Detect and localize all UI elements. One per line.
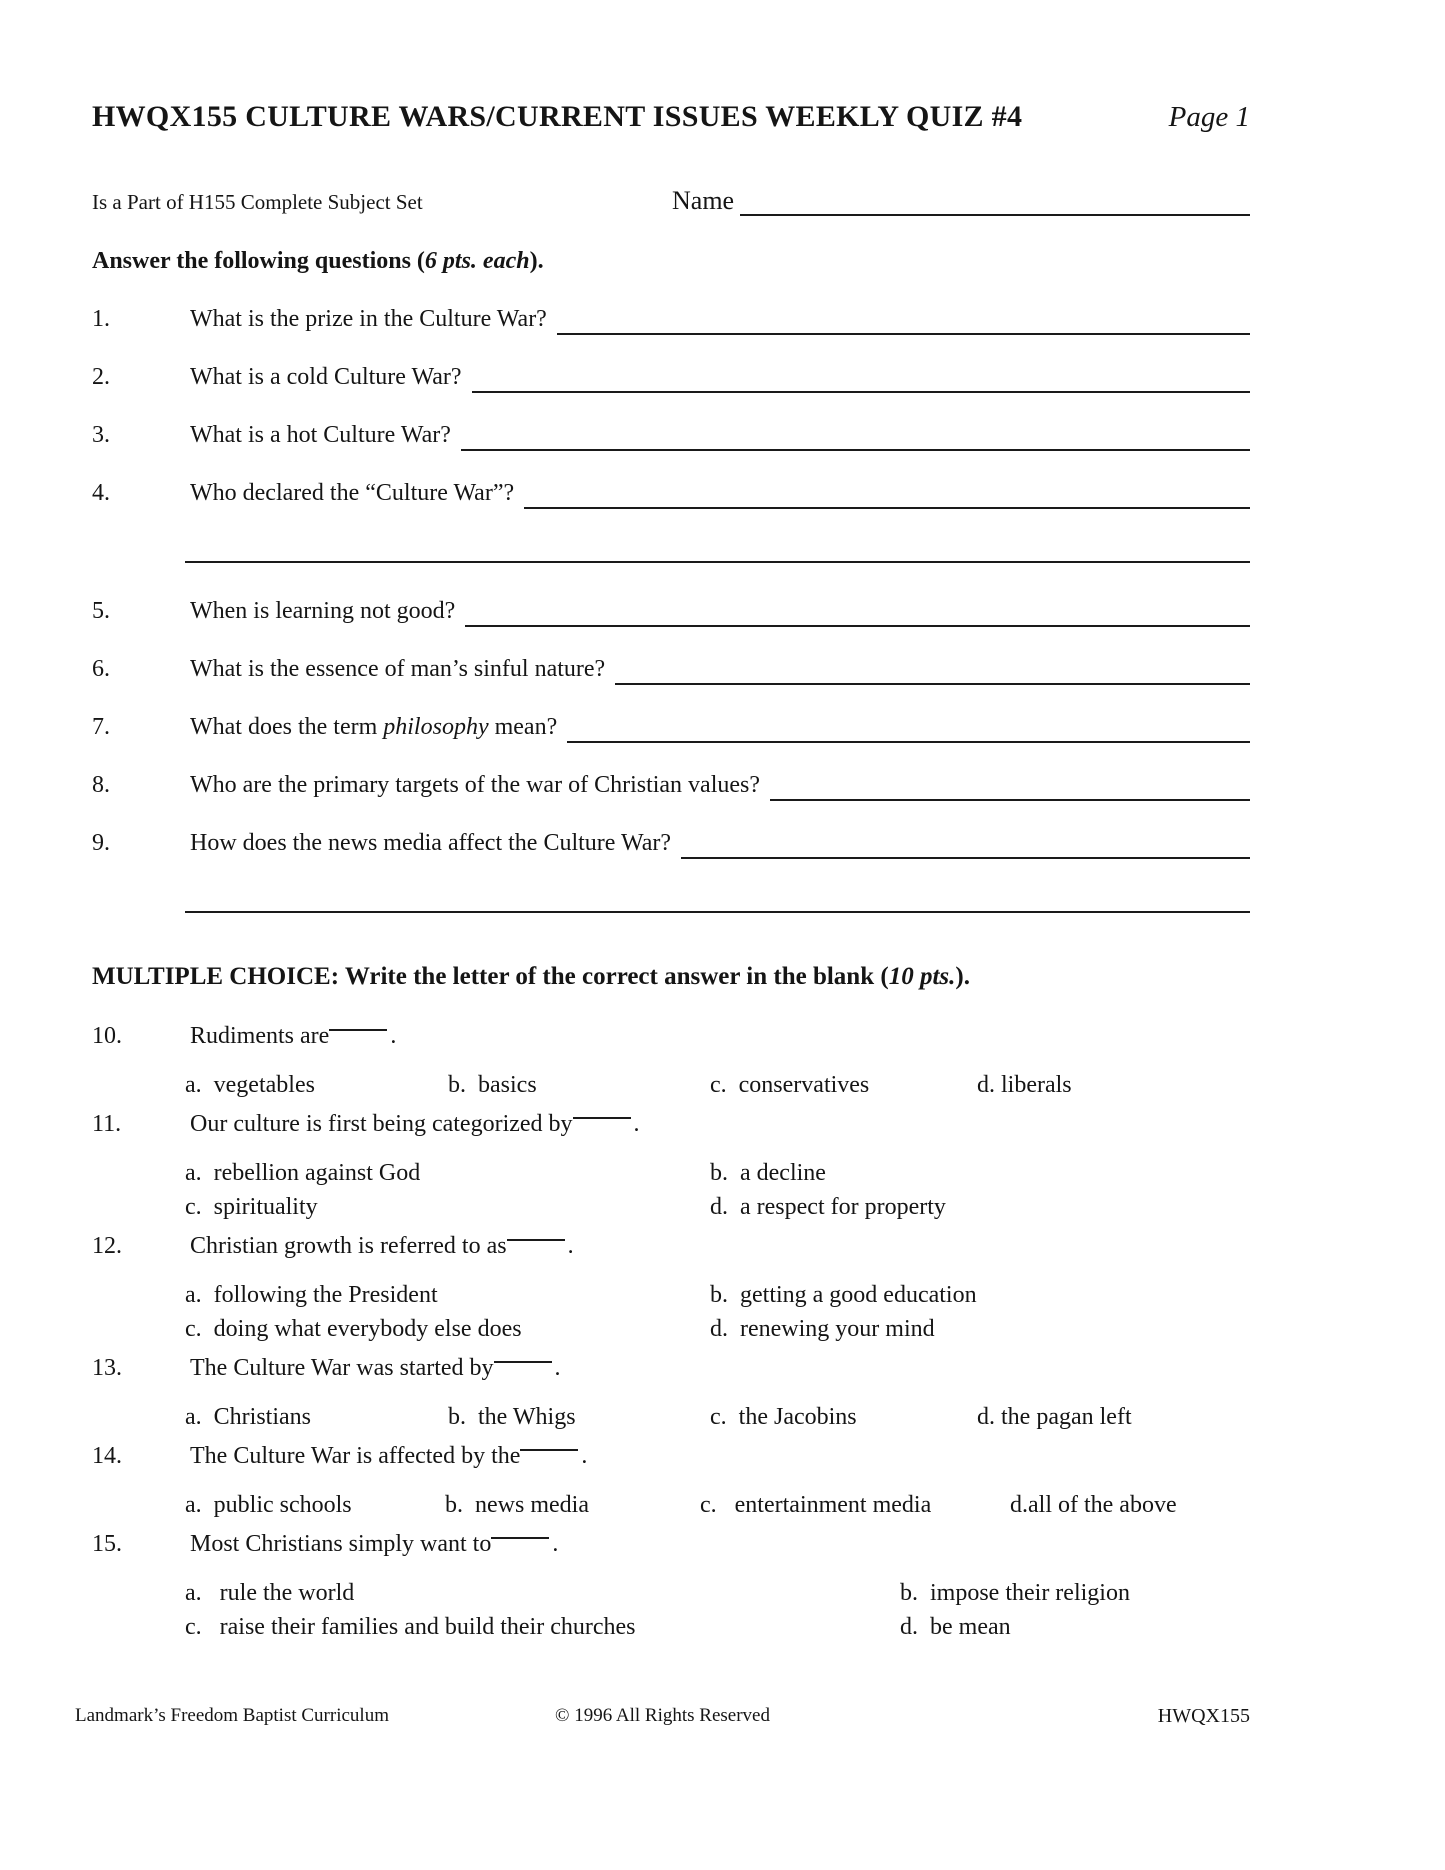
stem-period: . [567,1233,574,1259]
mc-options [185,1491,1250,1519]
question-row [92,477,1250,509]
question-row [92,653,1250,685]
question-text: Rudiments are [190,1023,330,1049]
mc-answer-blank[interactable] [494,1353,552,1363]
answer-blank[interactable] [615,653,1250,685]
page-number: Page 1 [1168,101,1250,133]
question-body [190,303,1250,335]
mc-option: c. conservatives [710,1072,870,1098]
mc-question-stem [92,1529,1250,1559]
question-number: 4. [92,480,110,506]
question-text [190,419,451,451]
answer-blank[interactable] [461,419,1250,451]
mc-option: d. renewing your mind [710,1316,935,1342]
mc-answer-blank[interactable] [507,1231,565,1241]
mc-question-stem [92,1231,1250,1261]
mc-question [92,1231,1250,1343]
question-row [92,827,1250,859]
italic-text: 10 pts. [888,963,956,990]
question-body [190,769,1250,801]
question-body [190,711,1250,743]
question-number: 15. [92,1531,122,1557]
footer-code: HWQX155 [1157,1705,1250,1727]
question-text [190,711,557,743]
text: What is a cold Culture War? [190,364,462,390]
mc-option: c. raise their families and build their churches [185,1614,636,1640]
question-row [92,769,1250,801]
short-answer-instructions [92,248,1250,275]
answer-blank[interactable] [472,361,1250,393]
italic-text: 6 pts. each [424,248,530,274]
mc-option: b. getting a good education [710,1282,977,1308]
text: ). [529,248,544,274]
mc-options [185,1159,1250,1221]
mc-option: c. spirituality [185,1194,318,1220]
question-body [190,827,1250,859]
question-text: The Culture War is affected by the [190,1443,521,1469]
mc-options [185,1281,1250,1343]
text: What does the term [190,714,384,740]
mc-option: a. vegetables [185,1072,315,1098]
question-number: 2. [92,364,110,390]
mc-question [92,1353,1250,1431]
mc-option: a. rule the world [185,1580,355,1606]
text: mean? [488,714,558,740]
text: What is the prize in the Culture War? [190,306,547,332]
answer-blank-continuation[interactable] [185,561,1250,563]
mc-option: b. impose their religion [900,1580,1130,1606]
mc-question [92,1021,1250,1099]
stem-period: . [552,1531,559,1557]
name-blank[interactable] [740,186,1250,216]
question-text [190,361,462,393]
question-row [92,303,1250,335]
mc-option: d.all of the above [1010,1492,1177,1518]
text: When is learning not good? [190,598,456,624]
text: Who declared the “Culture War”? [190,480,515,506]
text: ). [955,963,970,990]
question-row [92,361,1250,393]
question-text [190,595,455,627]
mc-option: d. be mean [900,1614,1011,1640]
name-field-group [672,186,1250,216]
question-text [190,827,671,859]
mc-answer-blank[interactable] [491,1529,549,1539]
mc-option: c. doing what everybody else does [185,1316,522,1342]
mc-option: b. a decline [710,1160,826,1186]
answer-blank-continuation[interactable] [185,911,1250,913]
stem-period: . [581,1443,588,1469]
question-row [92,595,1250,627]
question-number: 9. [92,830,110,856]
footer-copyright: © 1996 All Rights Reserved [555,1705,770,1726]
question-text [190,303,547,335]
mc-option: a. public schools [185,1492,352,1518]
question-row [92,711,1250,743]
question-body [190,477,1250,509]
short-answer-section [92,303,1250,913]
answer-blank[interactable] [770,769,1250,801]
text: What is the essence of man’s sinful nature? [190,656,606,682]
question-text: Our culture is first being categorized by [190,1111,573,1137]
stem-period: . [633,1111,640,1137]
multiple-choice-section [92,1021,1250,1641]
question-number: 7. [92,714,110,740]
question-body [190,595,1250,627]
question-number: 11. [92,1111,122,1137]
mc-option: b. news media [445,1492,589,1518]
mc-option: d. a respect for property [710,1194,946,1220]
question-number: 10. [92,1023,122,1049]
mc-question [92,1109,1250,1221]
header [92,100,1250,134]
subheader [92,186,1250,216]
stem-period: . [390,1023,397,1049]
mc-answer-blank[interactable] [520,1441,578,1451]
mc-option: d. the pagan left [977,1404,1132,1430]
question-number: 12. [92,1233,122,1259]
question-text [190,769,760,801]
mc-question-stem [92,1353,1250,1383]
mc-options [185,1071,1250,1099]
text: Who are the primary targets of the war of Christian values? [190,772,761,798]
mc-question-stem [92,1441,1250,1471]
question-body [190,361,1250,393]
subject-note: Is a Part of H155 Complete Subject Set [92,190,423,214]
question-body [190,419,1250,451]
mc-question [92,1529,1250,1641]
question-text: Most Christians simply want to [190,1531,492,1557]
text: MULTIPLE CHOICE: Write the letter of the correct answer in the blank ( [92,963,889,990]
name-label: Name [672,186,735,215]
footer-publisher: Landmark’s Freedom Baptist Curriculum [75,1705,389,1726]
question-number: 13. [92,1355,122,1381]
answer-blank[interactable] [465,595,1250,627]
mc-question-stem [92,1021,1250,1051]
mc-option: c. the Jacobins [710,1404,857,1430]
text: Answer the following questions ( [92,248,425,274]
question-number: 1. [92,306,110,332]
question-row [92,419,1250,451]
multiple-choice-heading [92,963,1250,991]
mc-option: a. Christians [185,1404,311,1430]
question-number: 6. [92,656,110,682]
question-text [190,477,514,509]
question-text [190,653,605,685]
text: How does the news media affect the Culture War? [190,830,672,856]
mc-answer-blank[interactable] [329,1021,387,1031]
stem-period: . [554,1355,561,1381]
question-text: Christian growth is referred to as [190,1233,507,1259]
mc-option: c. entertainment media [700,1492,932,1518]
question-number: 14. [92,1443,122,1469]
question-number: 3. [92,422,110,448]
mc-options [185,1579,1250,1641]
answer-blank[interactable] [567,711,1250,743]
question-number: 8. [92,772,110,798]
mc-option: a. rebellion against God [185,1160,421,1186]
question-number: 5. [92,598,110,624]
mc-option: a. following the President [185,1282,438,1308]
mc-option: b. the Whigs [448,1404,576,1430]
mc-answer-blank[interactable] [573,1109,631,1119]
answer-blank[interactable] [524,477,1250,509]
mc-option: b. basics [448,1072,537,1098]
page-title: HWQX155 CULTURE WARS/CURRENT ISSUES WEEKLY QUIZ #4 [92,100,1023,133]
mc-options [185,1403,1250,1431]
answer-blank[interactable] [681,827,1250,859]
mc-question [92,1441,1250,1519]
question-body [190,653,1250,685]
answer-blank[interactable] [557,303,1250,335]
mc-option: d. liberals [977,1072,1072,1098]
italic-text: philosophy [383,714,489,740]
mc-question-stem [92,1109,1250,1139]
text: What is a hot Culture War? [190,422,451,448]
question-text: The Culture War was started by [190,1355,494,1381]
